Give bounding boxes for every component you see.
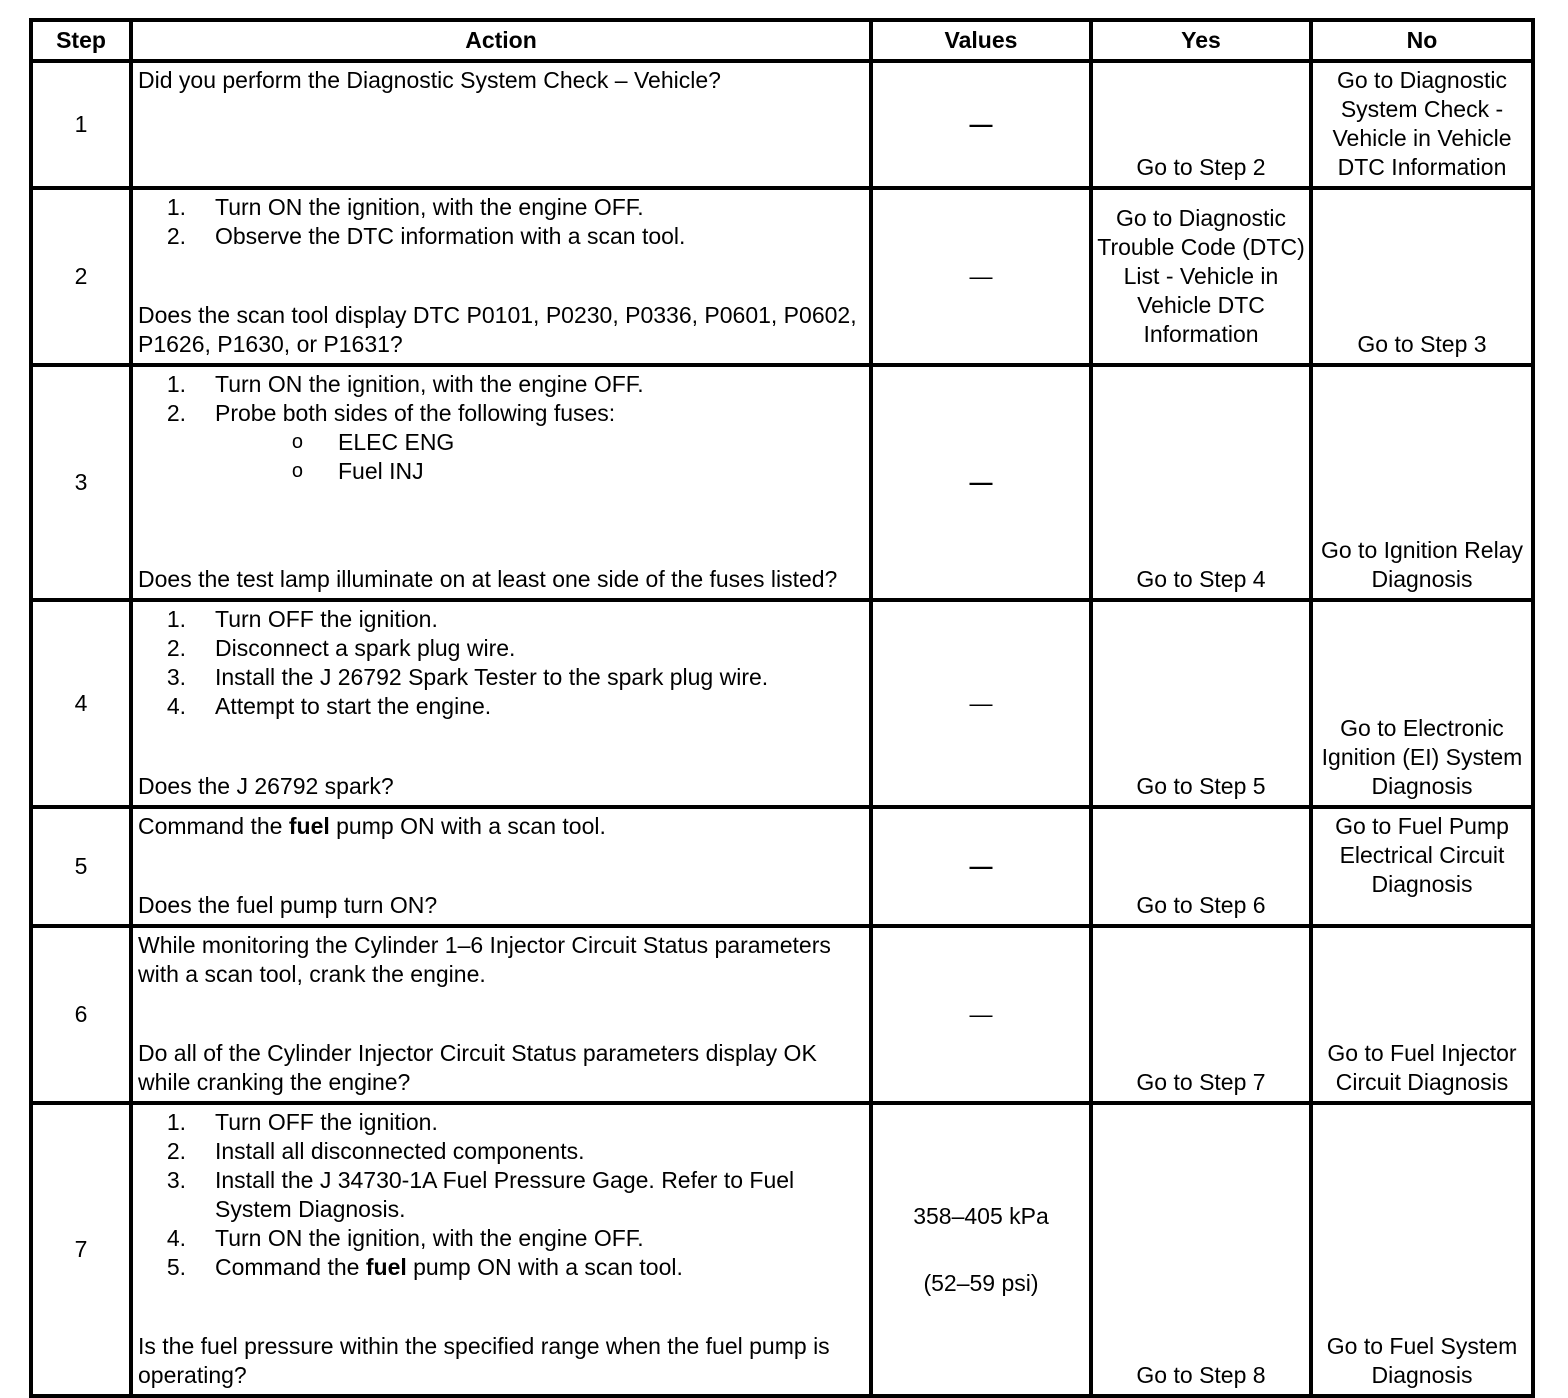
list-item: o Fuel INJ — [138, 457, 865, 486]
values-cell — [871, 600, 1091, 807]
table-row — [31, 365, 1533, 600]
action-cell — [131, 61, 871, 188]
table-row — [31, 926, 1533, 1103]
substep: 1. Turn OFF the ignition. — [166, 606, 438, 632]
value-dash: — — [969, 1001, 993, 1027]
values-cell — [871, 807, 1091, 926]
values-cell — [871, 1103, 1091, 1396]
action-cell — [131, 1103, 871, 1396]
table-row — [31, 1103, 1533, 1396]
yes-cell: Go to Step 5 — [1091, 600, 1311, 807]
step-number: 5 — [31, 807, 131, 926]
action-cell — [131, 600, 871, 807]
header-yes: Yes — [1091, 20, 1311, 61]
substep: 1. Turn OFF the ignition. — [166, 1109, 438, 1135]
question-text: Does the J 26792 spark? — [138, 773, 394, 799]
substep-list — [138, 193, 865, 251]
step-number: 2 — [31, 188, 131, 365]
value-dash: — — [969, 853, 993, 879]
question-text: Does the test lamp illuminate on at least one side of the fuses listed? — [138, 566, 838, 592]
substep: 2. Probe both sides of the following fuses: — [166, 400, 616, 426]
header-no: No — [1311, 20, 1533, 61]
header-row — [31, 20, 1533, 61]
step-number: 4 — [31, 600, 131, 807]
value-kpa: 358–405 kPa — [913, 1202, 1049, 1229]
substep: 3. Install the J 26792 Spark Tester to the spark plug wire. — [166, 664, 769, 690]
bullet-icon: o — [291, 460, 303, 482]
substep: 2. Observe the DTC information with a scan tool. — [166, 223, 686, 249]
substep: 1. Turn ON the ignition, with the engine OFF. — [166, 194, 644, 220]
values-cell — [871, 61, 1091, 188]
substep: 2. Disconnect a spark plug wire. — [166, 635, 516, 661]
step-number: 6 — [31, 926, 131, 1103]
no-cell: Go to Step 3 — [1311, 188, 1533, 365]
substep: 5. Command the fuel pump ON with a scan tool. — [166, 1254, 683, 1280]
values-cell — [871, 365, 1091, 600]
question-text: Does the scan tool display DTC P0101, P0230, P0336, P0601, P0602, P1626, P1630, or P1631? — [138, 302, 857, 357]
action-cell — [131, 807, 871, 926]
no-cell: Go to Ignition Relay Diagnosis — [1311, 365, 1533, 600]
no-cell: Go to Diagnostic System Check - Vehicle in Vehicle DTC Information — [1311, 61, 1533, 188]
list-item: o ELEC ENG — [138, 428, 865, 457]
yes-cell: Go to Step 2 — [1091, 61, 1311, 188]
header-values: Values — [871, 20, 1091, 61]
question-text: Does the fuel pump turn ON? — [138, 892, 438, 918]
step-number: 1 — [31, 61, 131, 188]
table-row — [31, 807, 1533, 926]
yes-cell: Go to Step 8 — [1091, 1103, 1311, 1396]
substep-list — [138, 1108, 865, 1282]
fuse-list — [138, 428, 865, 486]
action-text: While monitoring the Cylinder 1–6 Injector Circuit Status parameters with a scan tool, crank the engine. — [138, 932, 831, 987]
substep: 2. Install all disconnected components. — [166, 1138, 585, 1164]
action-cell — [131, 365, 871, 600]
values-cell — [871, 188, 1091, 365]
action-cell — [131, 188, 871, 365]
no-cell: Go to Fuel Injector Circuit Diagnosis — [1311, 926, 1533, 1103]
no-cell: Go to Electronic Ignition (EI) System Diagnosis — [1311, 600, 1533, 807]
header-action: Action — [131, 20, 871, 61]
action-cell — [131, 926, 871, 1103]
value-dash: — — [969, 111, 993, 137]
question-text: Do all of the Cylinder Injector Circuit Status parameters display OK while cranking the engine? — [138, 1040, 817, 1095]
value-dash: — — [969, 469, 993, 495]
substep: 3. Install the J 34730-1A Fuel Pressure Gage. Refer to Fuel System Diagnosis. — [166, 1167, 795, 1222]
header-step: Step — [31, 20, 131, 61]
substep: 4. Turn ON the ignition, with the engine OFF. — [166, 1225, 644, 1251]
table-row — [31, 61, 1533, 188]
yes-cell: Go to Step 7 — [1091, 926, 1311, 1103]
table-row — [31, 188, 1533, 365]
substep: 1. Turn ON the ignition, with the engine OFF. — [166, 371, 644, 397]
values-cell — [871, 926, 1091, 1103]
diagnostic-table — [29, 18, 1535, 1398]
table-row — [31, 600, 1533, 807]
substep-list — [138, 370, 865, 428]
action-text: Command the fuel pump ON with a scan tool. — [138, 813, 606, 839]
value-dash: — — [969, 263, 993, 289]
step-number: 7 — [31, 1103, 131, 1396]
value-psi: (52–59 psi) — [923, 1269, 1039, 1296]
yes-cell: Go to Step 6 — [1091, 807, 1311, 926]
question-text: Is the fuel pressure within the specified range when the fuel pump is operating? — [138, 1333, 830, 1388]
substep: 4. Attempt to start the engine. — [166, 693, 492, 719]
no-cell: Go to Fuel System Diagnosis — [1311, 1103, 1533, 1396]
step-number: 3 — [31, 365, 131, 600]
action-text: Did you perform the Diagnostic System Check – Vehicle? — [138, 67, 721, 93]
yes-cell: Go to Diagnostic Trouble Code (DTC) List - Vehicle in Vehicle DTC Information — [1091, 188, 1311, 365]
no-cell: Go to Fuel Pump Electrical Circuit Diagnosis — [1311, 807, 1533, 926]
substep-list — [138, 605, 865, 721]
bullet-icon: o — [291, 431, 303, 453]
value-dash: — — [969, 690, 993, 716]
yes-cell: Go to Step 4 — [1091, 365, 1311, 600]
